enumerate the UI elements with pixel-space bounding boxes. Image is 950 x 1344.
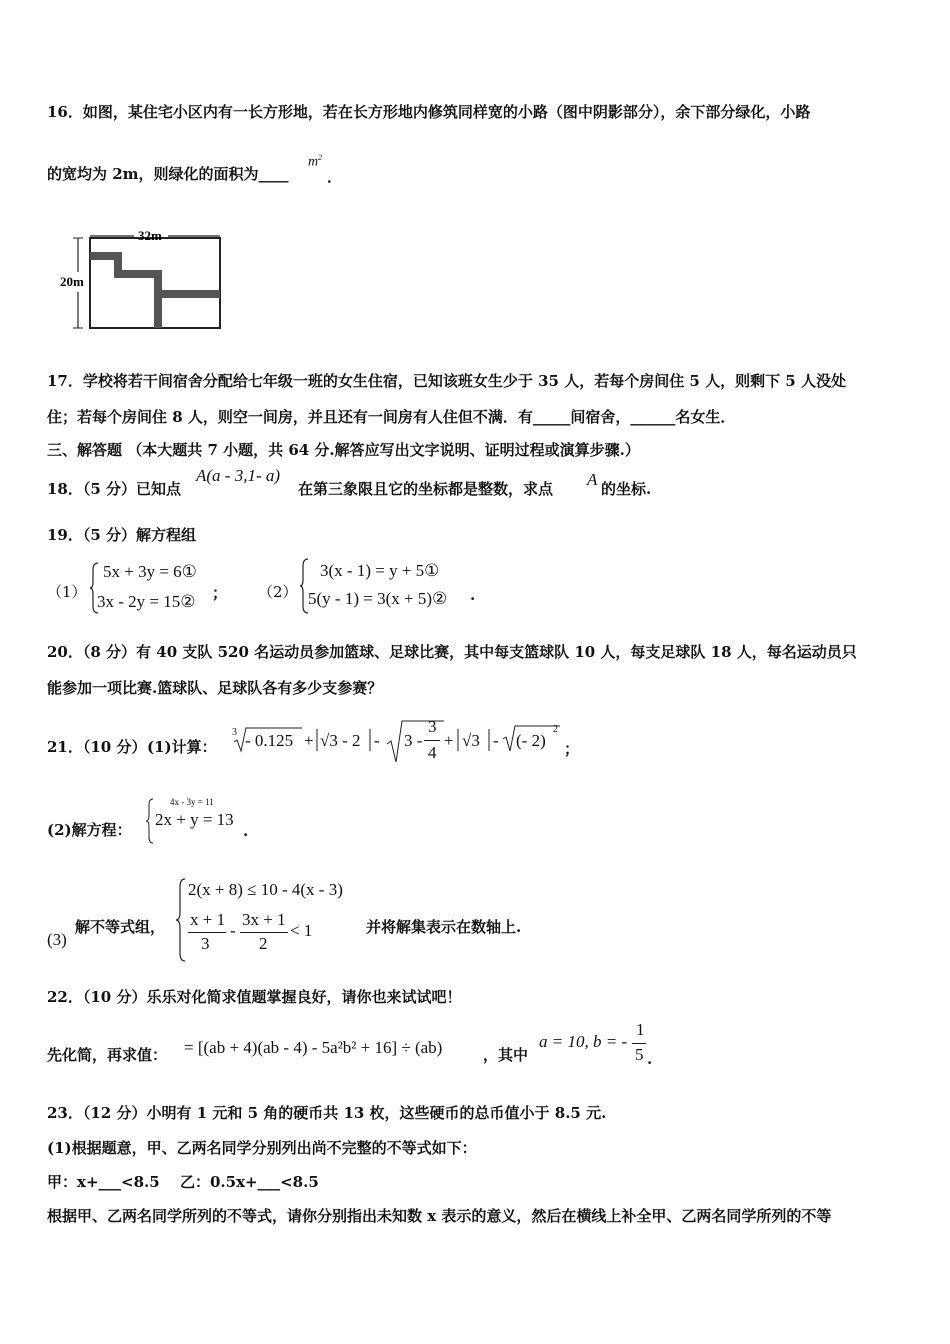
q21-p1-den: 4 bbox=[428, 743, 437, 762]
q16-line2: 的宽均为 2m，则绿化的面积为____ bbox=[47, 165, 289, 183]
q23-line1: 23．（12 分）小明有 1 元和 5 角的硬币共 13 枚，这些硬币的总币值小于 8.5 元. bbox=[47, 1104, 607, 1122]
q22-frac-bar bbox=[632, 1043, 646, 1044]
q21-p1-b: + bbox=[304, 731, 314, 750]
q21-p3-minus: - bbox=[230, 921, 236, 940]
q21-p3-frac2-bar bbox=[240, 932, 288, 933]
section-heading: 三、解答题 （本大题共 7 小题，共 64 分.解答应写出文字说明、证明过程或演算步骤.） bbox=[47, 441, 640, 459]
q21-p1-i: (- 2) bbox=[516, 731, 546, 750]
q21-p3-text: 解不等式组， bbox=[75, 918, 166, 936]
q19-p2-end: . bbox=[470, 586, 476, 604]
q21-p2-eq1: 4x - 3y = 11 bbox=[170, 797, 214, 807]
q19-p2-eq2: 5(y - 1) = 3(x + 5)② bbox=[308, 589, 448, 608]
q22-expr: = [(ab + 4)(ab - 4) - 5a²b² + 16] ÷ (ab) bbox=[184, 1038, 443, 1057]
q16-unit: $m^2$ bbox=[308, 153, 323, 170]
q21-p2-brace bbox=[146, 798, 154, 844]
q21-p3-f1n: x + 1 bbox=[190, 910, 226, 929]
q21-p2-eq2: 2x + y = 13 bbox=[155, 810, 234, 829]
q22-end: . bbox=[647, 1050, 653, 1068]
q21-p1-g: √3 bbox=[462, 731, 480, 750]
q18-point: A(a - 3,1- a) bbox=[196, 466, 281, 485]
q16-end: ． bbox=[327, 168, 343, 186]
q19-p1-eq2: 3x - 2y = 15② bbox=[97, 592, 196, 611]
q18-A: A bbox=[587, 470, 598, 489]
q21-title: 21．（10 分） bbox=[47, 738, 147, 756]
q16-figure bbox=[56, 228, 216, 338]
q18-prefix: 18．（5 分）已知点 bbox=[47, 480, 182, 498]
q19-p1-end: ； bbox=[212, 584, 228, 602]
figure-height-label: 20m bbox=[60, 274, 84, 289]
q21-p3-lt: < 1 bbox=[290, 921, 313, 940]
q21-p1-h: - bbox=[493, 731, 499, 750]
q22-cond: a = 10, b = - bbox=[539, 1032, 628, 1051]
q23-line3a: 甲：x+___<8.5 bbox=[47, 1173, 160, 1191]
q19-p1-eq1: 5x + 3y = 6① bbox=[103, 562, 197, 581]
q23-line3b: 乙：0.5x+___<8.5 bbox=[180, 1173, 319, 1191]
q21-p1-a: - 0.125 bbox=[245, 731, 294, 750]
q17-line2: 住；若每个房间住 8 人，则空一间房，并且还有一间房有人住但不满．有_____间宿舍，______名女生． bbox=[47, 408, 736, 426]
q23-line4: 根据甲、乙两名同学所列的不等式，请你分别指出未知数 x 表示的意义，然后在横线上补全甲、乙两名同学所列的不等 bbox=[47, 1207, 832, 1225]
q21-p3-ineq1: 2(x + 8) ≤ 10 - 4(x - 3) bbox=[188, 880, 343, 899]
q19-title: 19．（5 分）解方程组 bbox=[47, 526, 197, 544]
q22-prefix: 先化简，再求值： bbox=[47, 1046, 168, 1064]
q19-p2-eq1: 3(x - 1) = y + 5① bbox=[320, 561, 440, 580]
q22-mid: ，其中 bbox=[483, 1046, 529, 1064]
q21-p1-d: - bbox=[374, 731, 380, 750]
q20-line2: 能参加一项比赛.篮球队、足球队各有多少支参赛？ bbox=[47, 679, 383, 697]
q21-p3-tail: 并将解集表示在数轴上. bbox=[366, 918, 522, 936]
q21-p3: (3) bbox=[47, 930, 67, 949]
q16-line1: 16．如图，某住宅小区内有一长方形地，若在长方形地内修筑同样宽的小路（图中阴影部分），余下部分绿化，小路 bbox=[47, 103, 811, 121]
figure-width-label: 32m bbox=[138, 228, 162, 243]
q21-p3-brace bbox=[176, 878, 186, 962]
q18-middle: 在第三象限且它的坐标都是整数，求点 bbox=[298, 480, 554, 498]
q19-p2-label: （2） bbox=[258, 583, 298, 601]
q22-title: 22．（10 分）乐乐对化简求值题掌握良好，请你也来试试吧！ bbox=[47, 988, 462, 1006]
q21-p3-f2d: 2 bbox=[259, 934, 268, 953]
q19-p1-label: （1） bbox=[47, 583, 87, 601]
q21-p3-frac1-bar bbox=[188, 932, 226, 933]
q23-line2: (1)根据题意，甲、乙两名同学分别列出尚不完整的不等式如下： bbox=[47, 1139, 477, 1157]
q21-p1-sq: 2 bbox=[553, 724, 558, 735]
q21-p1-cube: 3 bbox=[232, 727, 237, 738]
q22-num: 1 bbox=[636, 1020, 645, 1039]
q21-p1-f: + bbox=[444, 731, 454, 750]
q21-p1-num: 3 bbox=[428, 717, 437, 736]
q22-den: 5 bbox=[635, 1045, 644, 1064]
q21-p2: (2)解方程： bbox=[47, 821, 132, 839]
q20-line1: 20．（8 分）有 40 支队 520 名运动员参加篮球、足球比赛，其中每支篮球队 10 人，每支足球队 18 人，每名运动员只 bbox=[47, 643, 857, 661]
q21-p1-frac-bar bbox=[424, 740, 440, 741]
q21-p3-f1d: 3 bbox=[201, 934, 210, 953]
q21-p1-end: ； bbox=[564, 740, 580, 758]
q21-p2-end: . bbox=[243, 822, 249, 840]
q21-p1-e: 3 - bbox=[404, 731, 423, 750]
q17-line1: 17．学校将若干间宿舍分配给七年级一班的女生住宿，已知该班女生少于 35 人，若每个房间住 5 人，则剩下 5 人没处 bbox=[47, 372, 846, 390]
q21-p3-f2n: 3x + 1 bbox=[242, 910, 286, 929]
q21-p1-c: √3 - 2 bbox=[320, 731, 361, 750]
q18-suffix: 的坐标. bbox=[601, 480, 652, 498]
q21-p1: (1)计算： bbox=[147, 738, 217, 756]
